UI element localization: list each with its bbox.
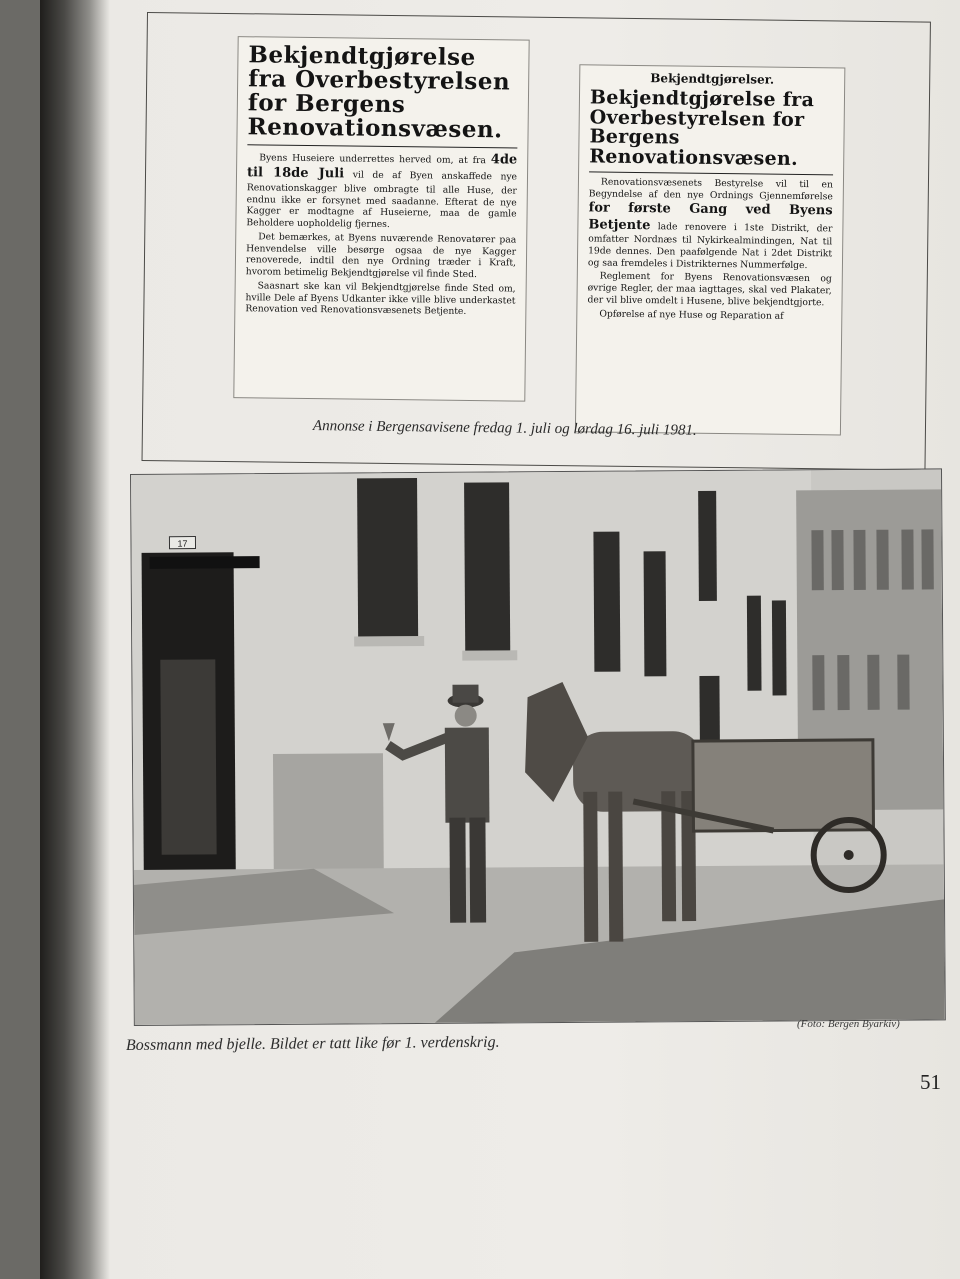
historic-photograph — [130, 468, 946, 1026]
page-number: 51 — [920, 1070, 941, 1094]
clipping-left-paragraph-1 — [246, 149, 517, 233]
clipping-right-paragraph-1 — [588, 177, 833, 272]
clipping-left-rule — [247, 144, 517, 148]
photo-caption: Bossmann med bjelle. Bildet er tatt like før 1. verdenskrig. — [125, 1033, 500, 1054]
newspaper-clipping-right — [575, 64, 845, 435]
clipping-left-para1-before: Byens Huseiere underrettes herved om, at fra — [259, 151, 486, 166]
clipping-left-para1-highlight: 4de til 18de Juli — [246, 151, 518, 182]
door-number-plate: 17 — [177, 538, 188, 549]
street-scene-illustration — [131, 469, 945, 1025]
clipping-right-paragraph-3: Opførelse af nye Huse og Reparation af — [599, 308, 784, 322]
book-page — [40, 0, 960, 1279]
newspaper-clipping-left — [233, 36, 529, 402]
clipping-right-kicker: Bekjendtgjørelser. — [650, 71, 775, 87]
clipping-left-paragraph-2: Det bemærkes, at Byens nuværende Renovatører paa Henvendelse ville besørge ogsaa de nye Kagger renoverede, indtil den nye Ordning træder i Kraft, hvorom betimelig Bekjendtgjørelse vil finde Sted. — [245, 231, 517, 281]
clipping-left-para1-after: vil de af Byen anskaffede nye Renovationskagger blive ombragte til alle Huse, der endnu ikke er forsynet med saadanne. Efterat de nye Kagger er modtagne af Huseierne, maa de gamle Beholdere uopholdelig fjernes. — [246, 169, 518, 231]
clipping-right-para1-highlight: for første Gang ved Byens Betjente — [588, 200, 833, 233]
clipping-left-heading: Bekjendtgjørelse fra Overbestyrelsen for Bergens Renovationsvæsen. — [247, 41, 511, 144]
clipping-right-heading: Bekjendtgjørelse fra Overbestyrelsen for Bergens Renovationsvæsen. — [589, 86, 815, 171]
clipping-right-para1-after: lade renovere i 1ste Distrikt, der omfatter Nordnæs til Nykirkealmindingen, Nat til 19de dennes. Den paafølgende Nat i 2det Distrikt og saa fremdeles i Distrikternes Nummerfølge. — [587, 220, 833, 271]
book-gutter-shadow — [40, 0, 110, 1279]
clipping-left-paragraph-3: Saasnart ske kan vil Bekjendtgjørelse finde Sted om, hville Dele af Byens Udkanter ikke ville blive underkastet Renovation ved Renovationsvæsenets Betjente. — [245, 280, 516, 318]
clipping-caption: Annonse i Bergensavisene fredag 1. juli og lørdag 16. juli 1981. — [312, 418, 697, 439]
clipping-right-paragraph-2: Reglement for Byens Renovationsvæsen og øvrige Regler, der maa iagttages, skal ved Plakater, der vil blive omdelt i Husene, blive bekjendtgjorte. — [587, 270, 832, 309]
clipping-frame — [142, 12, 931, 471]
clipping-right-rule — [589, 172, 833, 176]
clipping-right-para1-before: Renovationsvæsenets Bestyrelse vil til en Begyndelse af den nye Ordnings Gjennemførelse — [588, 176, 834, 203]
photo-credit: (Foto: Bergen Byarkiv) — [797, 1018, 900, 1030]
